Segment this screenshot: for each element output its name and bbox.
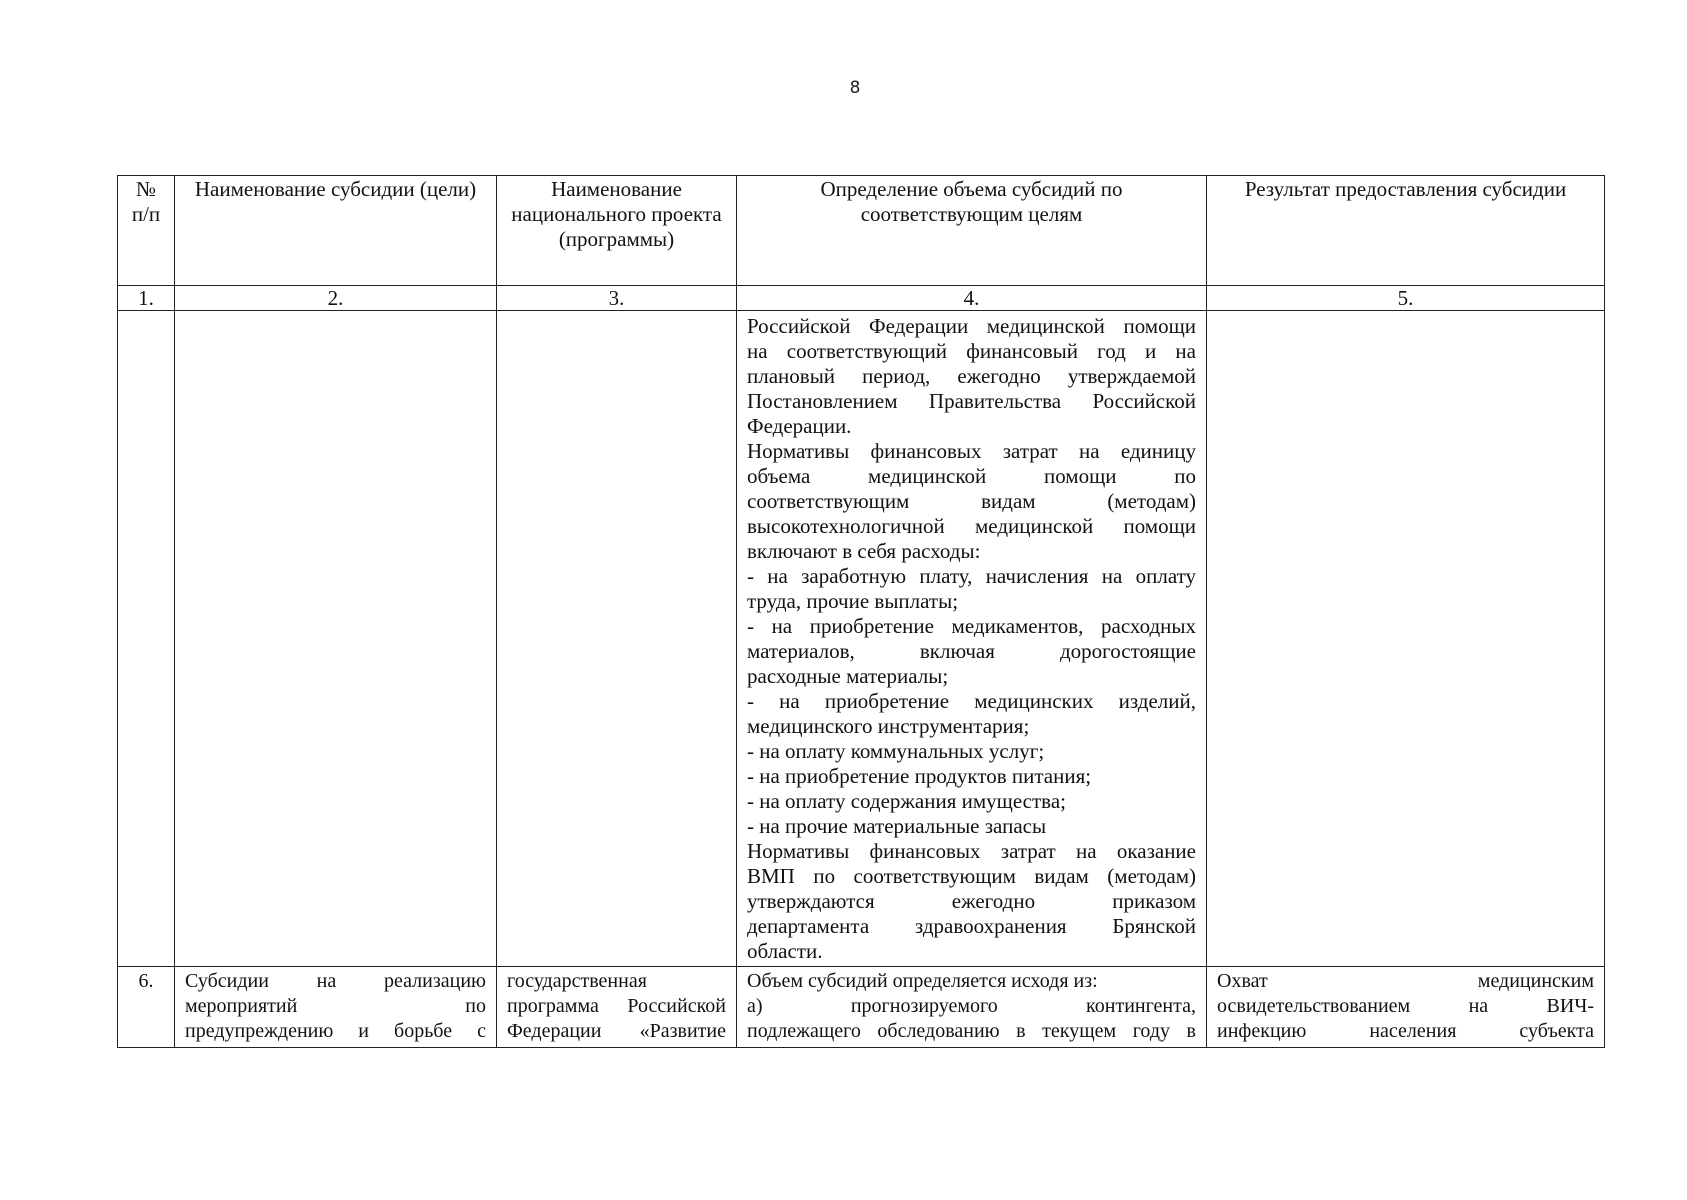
text-line: Субсидии на реализацию — [185, 970, 486, 992]
text-line: Постановлением Правительства Российской — [747, 389, 1196, 413]
column-number-3: 3. — [497, 286, 737, 311]
column-number-4: 4. — [737, 286, 1207, 311]
text-line: расходные материалы; — [747, 664, 949, 688]
cell-result — [1207, 967, 1605, 1048]
cell-national-project — [497, 967, 737, 1048]
text-line: а) прогнозируемого контингента, — [747, 995, 1196, 1017]
text-line: материалов, включая дорогостоящие — [747, 639, 1196, 663]
text-line: программа Российской — [507, 995, 726, 1017]
text-line: на соответствующий финансовый год и на — [747, 339, 1196, 363]
header-national-project: Наименование национального проекта (программы) — [497, 176, 737, 286]
header-subsidy-name: Наименование субсидии (цели) — [175, 176, 497, 286]
text-line: освидетельствованием на ВИЧ- — [1217, 995, 1594, 1017]
text-line: Нормативы финансовых затрат на единицу — [747, 439, 1196, 463]
cell-empty — [118, 311, 175, 967]
text-line: - на оплату содержания имущества; — [747, 789, 1066, 813]
text-line: - на приобретение медицинских изделий, — [747, 689, 1196, 713]
cell-empty — [1207, 311, 1605, 967]
text-line: департамента здравоохранения Брянской — [747, 914, 1196, 938]
header-number: № п/п — [118, 176, 175, 286]
text-line: - на приобретение медикаментов, расходных — [747, 614, 1196, 638]
text-line: - на заработную плату, начисления на оплату — [747, 564, 1196, 588]
cell-volume-definition — [737, 967, 1207, 1048]
row-number: 6. — [118, 967, 175, 1048]
text-line: высокотехнологичной медицинской помощи — [747, 514, 1196, 538]
text-line: - на оплату коммунальных услуг; — [747, 739, 1045, 763]
text-line: области. — [747, 939, 823, 963]
text-line: труда, прочие выплаты; — [747, 589, 959, 613]
text-line: плановый период, ежегодно утверждаемой — [747, 364, 1196, 388]
text-line: - на приобретение продуктов питания; — [747, 764, 1092, 788]
cell-volume-text — [737, 311, 1207, 967]
cell-subsidy-name — [175, 967, 497, 1048]
header-result: Результат предоставления субсидии — [1207, 176, 1605, 286]
page-number: 8 — [849, 78, 861, 98]
column-numbers-row — [118, 286, 1605, 311]
text-line: Российской Федерации медицинской помощи — [747, 314, 1196, 338]
text-line: включают в себя расходы: — [747, 539, 981, 563]
column-number-1: 1. — [118, 286, 175, 311]
column-number-5: 5. — [1207, 286, 1605, 311]
table-row-continued — [118, 311, 1605, 967]
text-line: утверждаются ежегодно приказом — [747, 889, 1196, 913]
text-line: мероприятий по — [185, 995, 486, 1017]
text-line: инфекцию населения субъекта — [1217, 1020, 1594, 1042]
text-line: Федерации «Развитие — [507, 1020, 726, 1042]
text-line: государственная — [507, 970, 647, 992]
cell-empty — [175, 311, 497, 967]
text-line: - на прочие материальные запасы — [747, 814, 1047, 838]
table-row-6 — [118, 967, 1605, 1048]
text-line: Нормативы финансовых затрат на оказание — [747, 839, 1196, 863]
subsidy-table — [117, 175, 1605, 1048]
text-line: предупреждению и борьбе с — [185, 1020, 486, 1042]
text-line: соответствующим видам (методам) — [747, 489, 1196, 513]
text-line: подлежащего обследованию в текущем году в — [747, 1020, 1196, 1042]
text-line: медицинского инструментария; — [747, 714, 1030, 738]
header-volume-definition: Определение объема субсидий по соответствующим целям — [737, 176, 1207, 286]
table-header-row — [118, 176, 1605, 286]
text-line: объема медицинской помощи по — [747, 464, 1196, 488]
column-number-2: 2. — [175, 286, 497, 311]
cell-empty — [497, 311, 737, 967]
text-line: Объем субсидий определяется исходя из: — [747, 970, 1098, 992]
text-line: ВМП по соответствующим видам (методам) — [747, 864, 1196, 888]
text-line: Федерации. — [747, 414, 852, 438]
text-line: Охват медицинским — [1217, 970, 1594, 992]
